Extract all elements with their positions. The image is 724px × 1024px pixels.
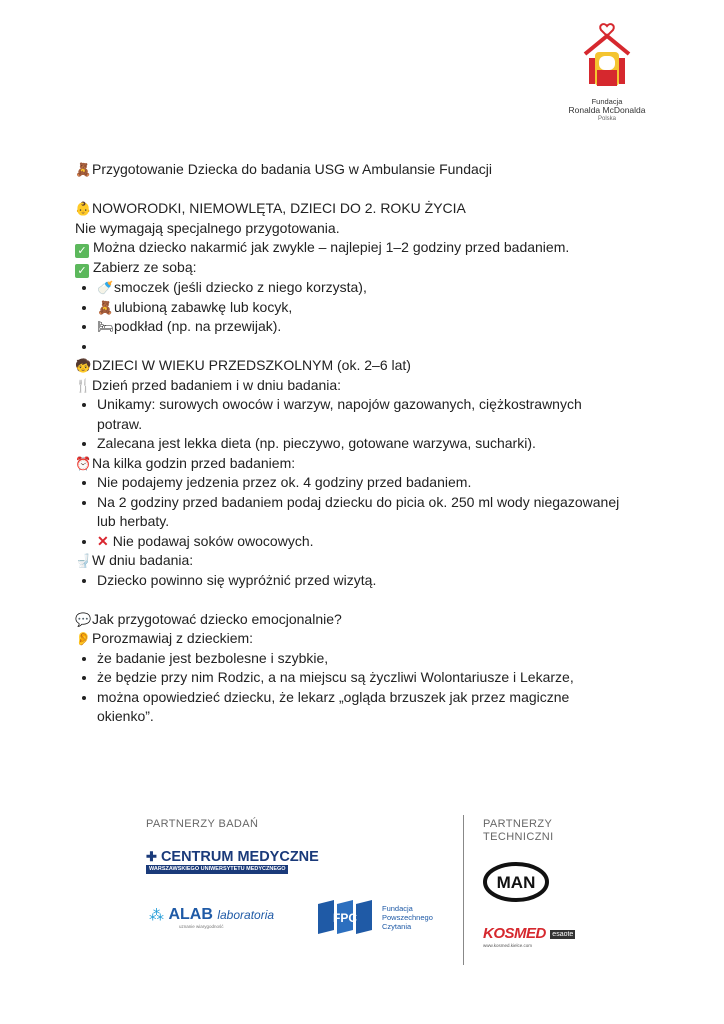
logo-line-1: Fundacja bbox=[591, 97, 623, 106]
emotional-list bbox=[75, 649, 635, 727]
list-item: • 🛏podkład (np. na przewijak). bbox=[97, 317, 635, 337]
medical-cross-icon: ✚ bbox=[146, 849, 157, 864]
list-item: • 🍼smoczek (jeśli dziecko z niego korzysta), bbox=[97, 278, 635, 298]
alab-molecule-icon: ⁂ bbox=[149, 907, 164, 924]
cross-mark-icon: ✕ bbox=[97, 532, 109, 549]
preschool-hours-before: ⏰Na kilka godzin przed badaniem: bbox=[75, 454, 635, 474]
speech-bubble-icon: 💬 bbox=[75, 611, 92, 627]
baby-icon: 👶 bbox=[75, 201, 92, 216]
fundacja-logo bbox=[562, 22, 652, 142]
man-logo-text: MAN bbox=[496, 873, 536, 892]
alab-logo: ⁂ ALAB laboratoria uznanie wiarygodność bbox=[149, 906, 275, 930]
toilet-icon: 🚽 bbox=[75, 553, 92, 568]
bring-list bbox=[75, 278, 635, 356]
fasting-list bbox=[75, 473, 635, 551]
logo-line-2: Ronalda McDonalda bbox=[568, 105, 646, 115]
kosmed-logo: KOSMED esaote www.kosmed.kielce.com bbox=[483, 925, 574, 948]
list-item: • że badanie jest bezbolesne i szybkie, bbox=[97, 649, 635, 669]
logo-line-3: Polska bbox=[597, 116, 616, 122]
newborns-feed: ✓ Można dziecko nakarmić jak zwykle – najlepiej 1–2 godziny przed badaniem. bbox=[75, 238, 635, 258]
diet-list bbox=[75, 395, 635, 454]
child-face-icon: 🧒 bbox=[75, 358, 92, 373]
research-partners-label: PARTNERZY BADAŃ bbox=[146, 818, 259, 830]
checkmark-icon: ✓ bbox=[75, 264, 89, 278]
alarm-clock-icon: ⏰ bbox=[75, 455, 92, 471]
list-item: • Nie podajemy jedzenia przez ok. 4 godziny przed badaniem. bbox=[97, 473, 635, 493]
tech-partners-label: PARTNERZY TECHNICZNI bbox=[483, 818, 554, 843]
preschool-heading: 🧒DZIECI W WIEKU PRZEDSZKOLNYM (ok. 2–6 lat) bbox=[75, 356, 635, 376]
newborns-bring: ✓ Zabierz ze sobą: bbox=[75, 258, 635, 278]
fpc-logo: FPC Fundacja Powszechnego Czytania bbox=[316, 900, 376, 939]
partners-divider bbox=[463, 815, 464, 965]
checkmark-icon: ✓ bbox=[75, 244, 89, 258]
man-logo bbox=[483, 862, 549, 907]
ear-icon: 👂 bbox=[75, 631, 92, 646]
teddy-bear-icon: 🧸 bbox=[97, 299, 114, 315]
list-item: • ✕ Nie podawaj soków owocowych. bbox=[97, 532, 635, 552]
emotional-question: 💬Jak przygotować dziecko emocjonalnie? bbox=[75, 610, 635, 630]
bed-icon: 🛏 bbox=[97, 319, 114, 334]
list-item: • 🧸ulubioną zabawkę lub kocyk, bbox=[97, 298, 635, 318]
preschool-day-before: 🍴Dzień przed badaniem i w dniu badania: bbox=[75, 376, 635, 396]
list-item: • Dziecko powinno się wypróżnić przed wizytą. bbox=[97, 571, 635, 591]
exam-day-list bbox=[75, 571, 635, 591]
svg-text:FPC: FPC bbox=[333, 911, 357, 925]
list-item: • że będzie przy nim Rodzic, a na miejscu są życzliwi Wolontariusze i Lekarze, bbox=[97, 668, 635, 688]
list-item: • Zalecana jest lekka dieta (np. pieczywo, gotowane warzywa, sucharki). bbox=[97, 434, 635, 454]
list-item-empty bbox=[97, 337, 635, 357]
newborns-heading: 👶NOWORODKI, NIEMOWLĘTA, DZIECI DO 2. ROKU ŻYCIA bbox=[75, 199, 635, 219]
house-heart-logo-icon bbox=[577, 22, 637, 92]
preschool-exam-day: 🚽W dniu badania: bbox=[75, 551, 635, 571]
fpc-book-icon bbox=[316, 900, 376, 934]
newborns-note: Nie wymagają specjalnego przygotowania. bbox=[75, 219, 340, 236]
document-body bbox=[75, 160, 635, 727]
list-item: • Unikamy: surowych owoców i warzyw, napojów gazowanych, ciężkostrawnych potraw. bbox=[97, 395, 635, 434]
doc-title: 🧸Przygotowanie Dziecka do badania USG w Ambulansie Fundacji bbox=[75, 160, 635, 180]
list-item: • Na 2 godziny przed badaniem podaj dziecku do picia ok. 250 ml wody niegazowanej lub herbaty. bbox=[97, 493, 635, 532]
list-item: • można opowiedzieć dziecku, że lekarz „ogląda brzuszek jak przez magiczne okienko”. bbox=[97, 688, 635, 727]
centrum-medyczne-logo: ✚ CENTRUM MEDYCZNE WARSZAWSKIEGO UNIWERSYTETU MEDYCZNEGO bbox=[146, 849, 319, 872]
baby-bottle-icon: 🍼 bbox=[97, 280, 114, 295]
fork-knife-icon: 🍴 bbox=[75, 377, 92, 393]
emotional-talk: 👂Porozmawiaj z dzieckiem: bbox=[75, 629, 635, 649]
teddy-bear-icon: 🧸 bbox=[75, 162, 92, 177]
